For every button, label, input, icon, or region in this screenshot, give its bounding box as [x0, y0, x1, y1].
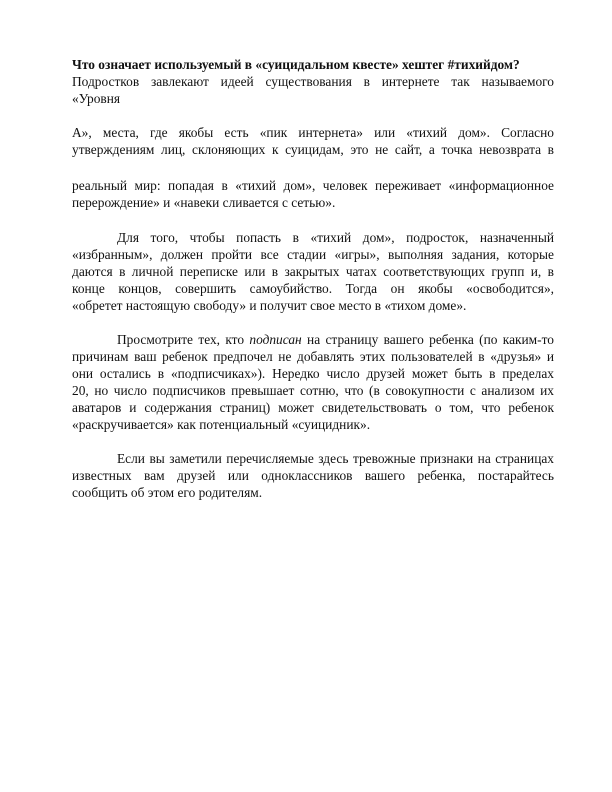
text-line: конце концов, совершить самоубийство. Тогда он якобы «освободится», — [72, 281, 554, 296]
text-line: «избранным», должен пройти все стадии «игры», выполняя задания, которые — [72, 247, 554, 262]
text-run: Просмотрите тех, кто — [117, 332, 250, 347]
text-line: «обретет настоящую свободу» и получит свое место в «тихом доме». — [72, 298, 467, 313]
text-line: причинам ваш ребенок предпочел не добавлять этих пользователей в «друзья» и — [72, 349, 554, 364]
text-line: они остались в «подписчиках»). Нередко число друзей может быть в пределах — [72, 366, 554, 381]
text-line: «Уровня — [72, 91, 121, 106]
text-line: перерождение» и «навеки сливается с сетью». — [72, 195, 336, 210]
text-line: известных вам друзей или одноклассников вашего ребенка, постарайтесь — [72, 468, 554, 483]
text-line: сообщить об этом его родителям. — [72, 485, 263, 500]
text-line: даются в личной переписке или в закрытых чатах соответствующих групп и, в — [72, 264, 554, 279]
text-line: утверждениям лиц, склоняющих к суицидам, это не сайт, а точка невозврата в — [72, 142, 554, 157]
text-line: А», места, где якобы есть «пик интернета» или «тихий дом». Согласно — [72, 125, 554, 140]
document-heading: Что означает используемый в «суицидальном квесте» хештег #тихийдом? — [72, 57, 520, 72]
text-line: «раскручивается» как потенциальный «суицидник». — [72, 417, 371, 432]
italic-word: подписан — [249, 332, 302, 347]
text-line: Для того, чтобы попасть в «тихий дом», подросток, назначенный — [117, 230, 554, 245]
text-line: Подростков завлекают идеей существования в интернете так называемого — [72, 74, 554, 89]
text-line: 20, но число подписчиков превышает сотню, что (в совокупности с анализом их — [72, 383, 554, 398]
text-line: реальный мир: попадая в «тихий дом», человек переживает «информационное — [72, 178, 554, 193]
text-line: аватаров и содержания страниц) может свидетельствовать о том, что ребенок — [72, 400, 554, 415]
text-line: Если вы заметили перечисляемые здесь тревожные признаки на страницах — [117, 451, 554, 466]
text-line — [117, 331, 554, 348]
text-run: на страницу вашего ребенка (по каким-то — [301, 332, 554, 347]
